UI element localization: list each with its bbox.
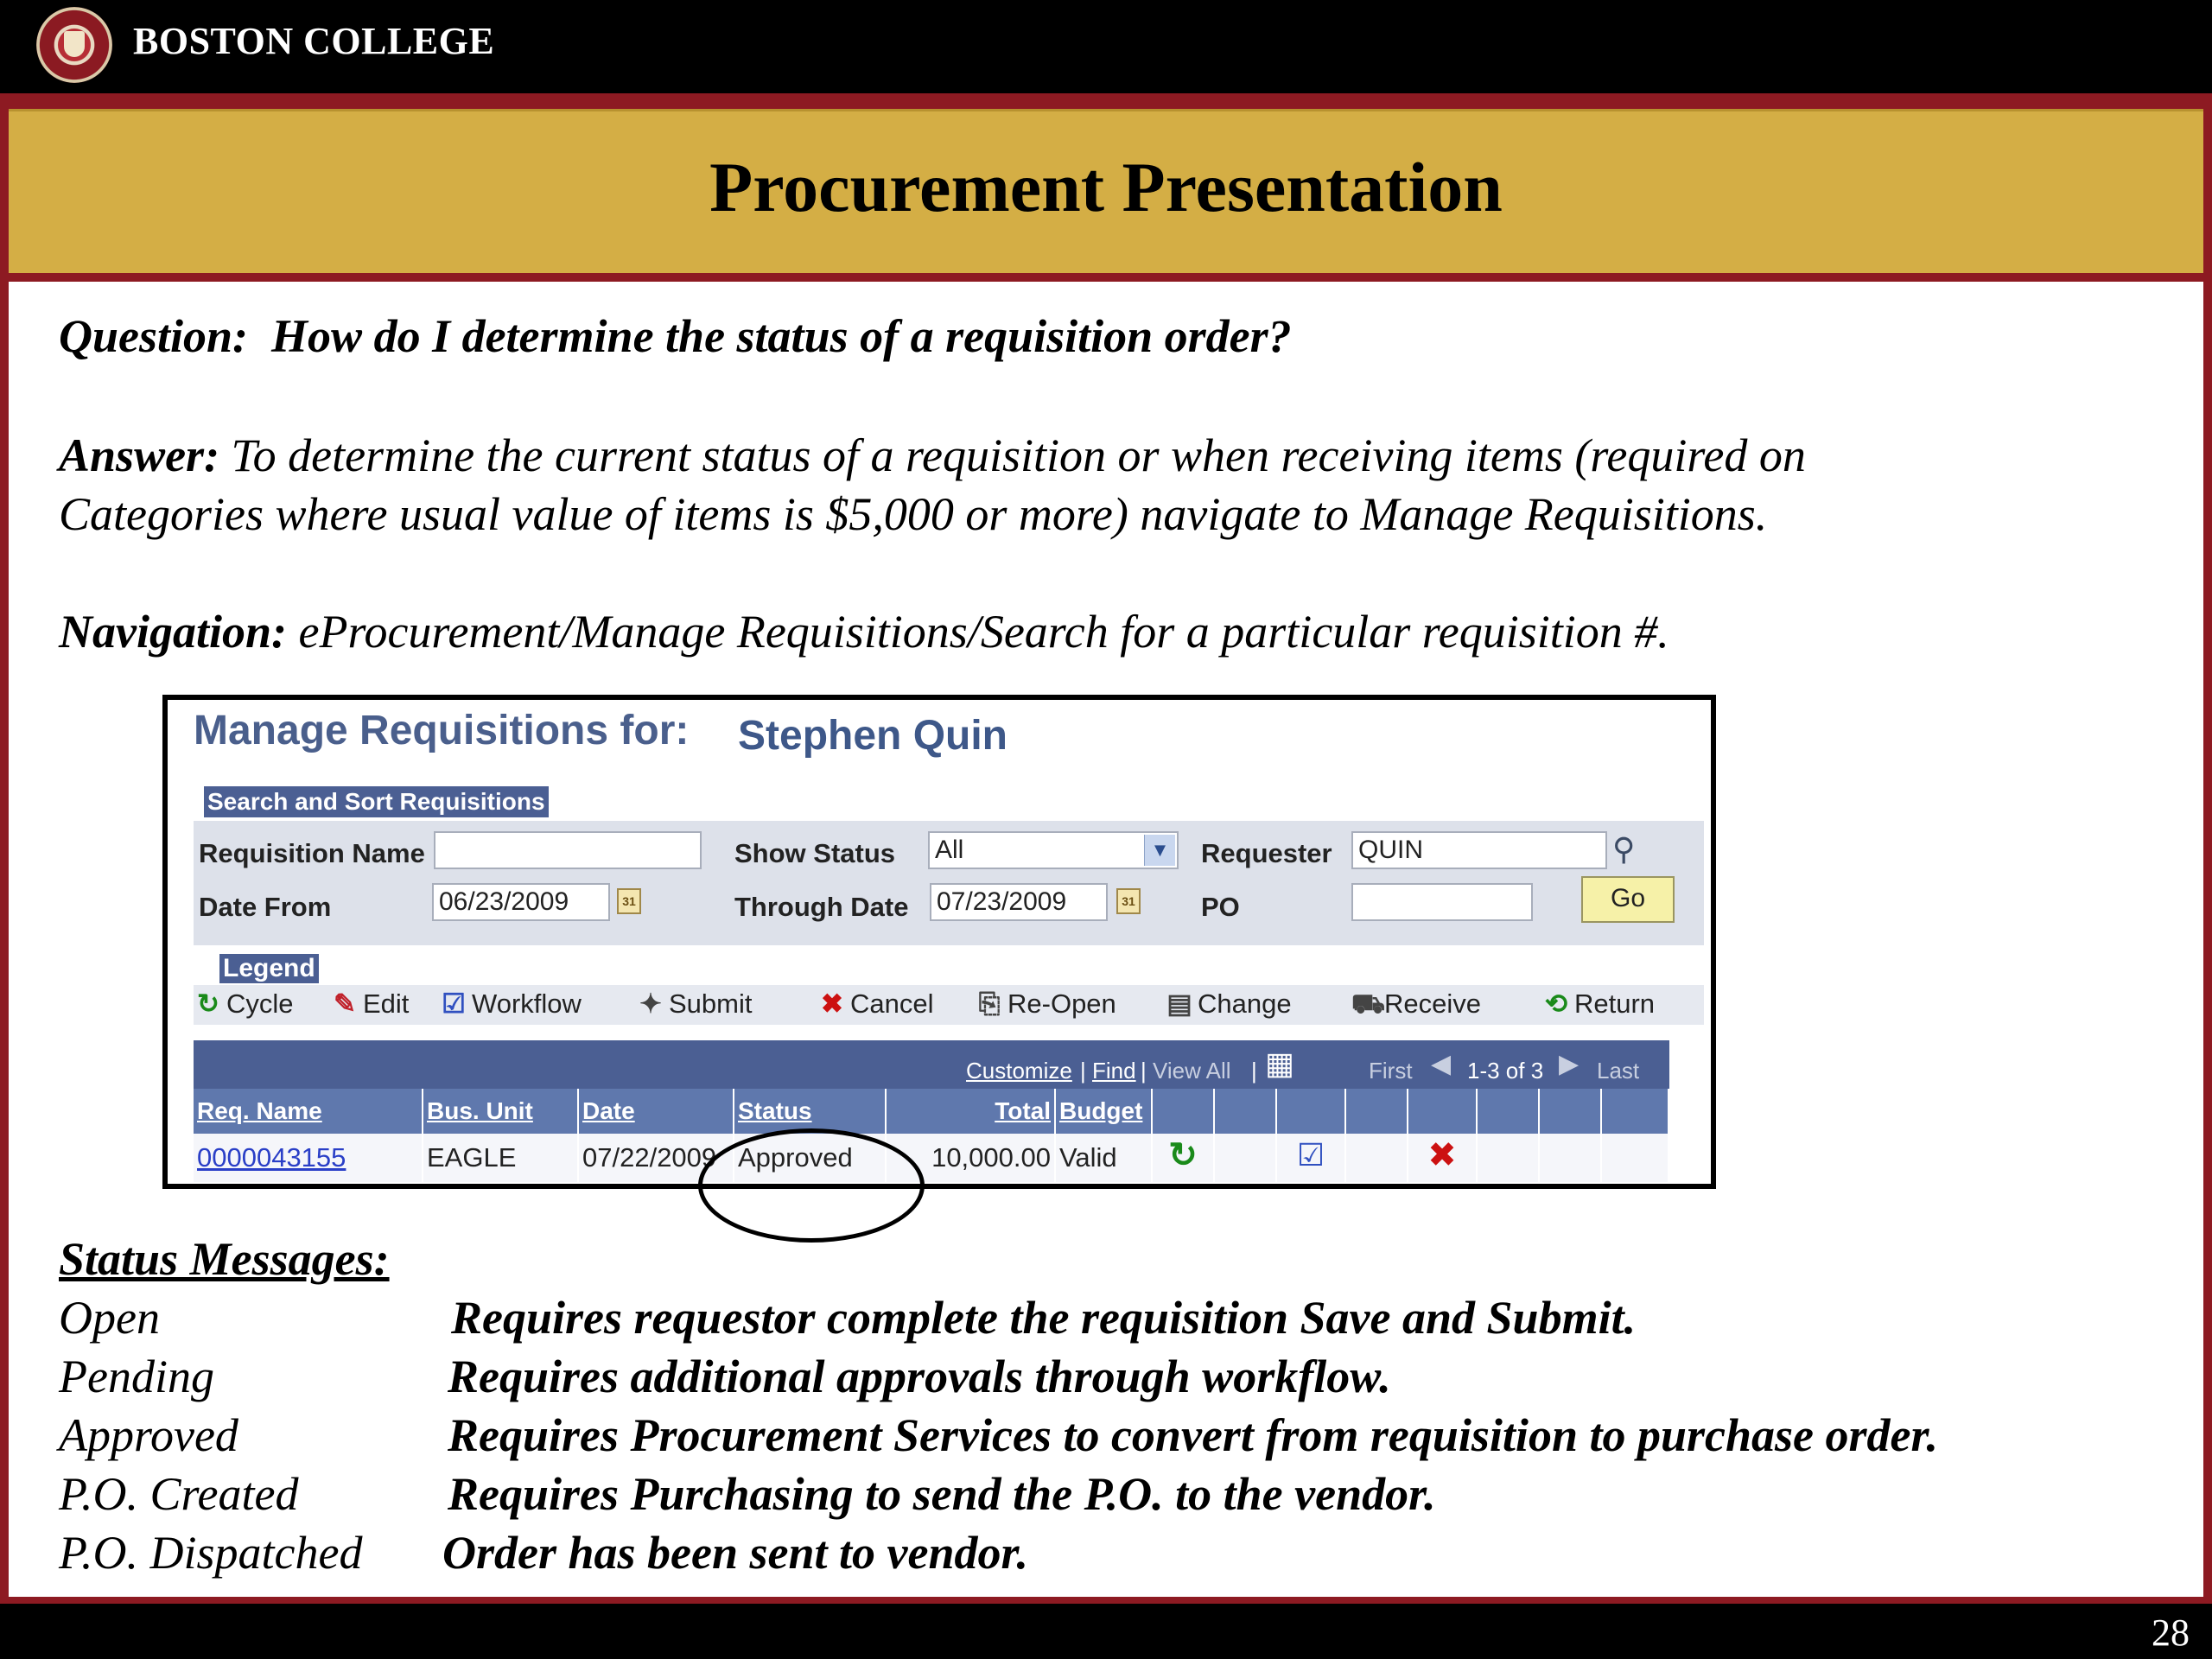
legend-cancel xyxy=(817,988,934,1020)
show-status-label: Show Status xyxy=(734,838,896,868)
submit-icon: ✦ xyxy=(639,988,662,1019)
cycle-icon[interactable]: ↻ xyxy=(1153,1134,1215,1182)
legend-cycle xyxy=(194,988,294,1020)
status-name-approved: Approved xyxy=(59,1409,238,1461)
next-page-icon[interactable]: ▶ xyxy=(1559,1050,1580,1078)
requester-label: Requester xyxy=(1201,838,1332,868)
grid-toolbar xyxy=(194,1040,1669,1089)
legend-workflow xyxy=(439,988,582,1020)
manage-requisitions-title: Manage Requisitions for: xyxy=(194,708,690,753)
status-cell: Approved xyxy=(734,1134,887,1182)
requisition-name-label: Requisition Name xyxy=(199,838,425,868)
col-workflow xyxy=(1277,1089,1346,1134)
date-cell: 07/22/2009 xyxy=(579,1134,734,1182)
legend-label: Re-Open xyxy=(1007,988,1116,1019)
through-date-label: Through Date xyxy=(734,892,909,922)
status-desc-open: Requires requestor complete the requisition Save and Submit. xyxy=(451,1292,1637,1344)
col-total[interactable]: Total xyxy=(887,1089,1056,1134)
legend-label: Receive xyxy=(1384,988,1481,1019)
status-name-po-dispatched: P.O. Dispatched xyxy=(59,1527,363,1579)
cycle-icon: ↻ xyxy=(197,988,219,1019)
change-icon: ▤ xyxy=(1166,988,1192,1019)
edit-cell xyxy=(1215,1134,1277,1182)
po-label: PO xyxy=(1201,892,1240,922)
receive-cell xyxy=(1602,1134,1669,1182)
institution-name: BOSTON COLLEGE xyxy=(133,20,495,62)
prev-page-icon[interactable]: ◀ xyxy=(1431,1050,1452,1078)
cancel-icon: ✖ xyxy=(821,988,843,1019)
calendar-icon[interactable]: 31 xyxy=(617,888,641,914)
return-icon: ⟲ xyxy=(1545,988,1567,1019)
answer-text-1: To determine the current status of a requisition or when receiving items (required on xyxy=(231,429,1806,481)
po-input[interactable] xyxy=(1351,883,1533,921)
col-receive xyxy=(1602,1089,1669,1134)
search-section-header: Search and Sort Requisitions xyxy=(204,786,549,817)
legend-label: Edit xyxy=(363,988,410,1019)
calendar-icon[interactable]: 31 xyxy=(1116,888,1141,914)
chevron-down-icon[interactable]: ▼ xyxy=(1144,835,1175,866)
col-budget[interactable]: Budget xyxy=(1056,1089,1153,1134)
legend-bar xyxy=(194,985,1704,1025)
status-desc-po-dispatched: Order has been sent to vendor. xyxy=(442,1527,1029,1579)
footer-bar xyxy=(0,1604,2212,1659)
legend-label: Cycle xyxy=(226,988,294,1019)
slide-title: Procurement Presentation xyxy=(709,148,1503,226)
question xyxy=(59,309,1292,363)
answer-label: Answer: xyxy=(59,429,220,481)
boston-college-seal-icon xyxy=(36,7,112,83)
go-button[interactable]: Go xyxy=(1581,876,1675,923)
toolbar-separator: | xyxy=(1251,1058,1257,1084)
col-submit xyxy=(1346,1089,1408,1134)
download-grid-icon[interactable]: ▦ xyxy=(1265,1046,1295,1081)
status-name-pending: Pending xyxy=(59,1351,214,1402)
status-desc-approved: Requires Procurement Services to convert from requisition to purchase order. xyxy=(448,1409,1939,1461)
show-status-select[interactable] xyxy=(928,831,1179,869)
col-edit xyxy=(1215,1089,1277,1134)
answer-text-2: Categories where usual value of items is $5,000 or more) navigate to Manage Requisitions. xyxy=(59,488,1768,540)
page-number: 28 xyxy=(2152,1611,2190,1654)
answer-line-1 xyxy=(59,429,1806,482)
legend-reopen xyxy=(975,988,1116,1020)
col-reopen xyxy=(1478,1089,1540,1134)
requisition-name-input[interactable] xyxy=(434,831,702,869)
last-link[interactable]: Last xyxy=(1597,1058,1640,1084)
cancel-icon[interactable]: ✖ xyxy=(1408,1134,1478,1182)
requester-input[interactable]: QUIN xyxy=(1351,831,1607,869)
page-range: 1-3 of 3 xyxy=(1467,1058,1544,1084)
col-change xyxy=(1540,1089,1602,1134)
navigation-label: Navigation: xyxy=(59,606,287,658)
legend-label: Change xyxy=(1198,988,1292,1019)
requester-full-name: Stephen Quin xyxy=(738,713,1007,759)
reopen-icon: ⎘ xyxy=(978,988,1001,1019)
navigation xyxy=(59,605,1669,658)
legend-change xyxy=(1165,988,1292,1020)
search-icon[interactable]: ⚲ xyxy=(1612,831,1636,867)
toolbar-separator: | xyxy=(1141,1058,1147,1084)
reopen-cell xyxy=(1478,1134,1540,1182)
legend-edit xyxy=(330,988,409,1020)
edit-icon: ✎ xyxy=(334,988,356,1019)
status-desc-po-created: Requires Purchasing to send the P.O. to the vendor. xyxy=(448,1468,1436,1520)
col-date[interactable]: Date xyxy=(579,1089,734,1134)
legend-label: Return xyxy=(1574,988,1656,1019)
total-cell: 10,000.00 xyxy=(887,1134,1056,1182)
navigation-text: eProcurement/Manage Requisitions/Search for a particular requisition #. xyxy=(298,606,1669,658)
table-row xyxy=(194,1134,1669,1182)
show-status-value: All xyxy=(935,836,964,864)
col-cancel xyxy=(1408,1089,1478,1134)
view-all-link[interactable]: View All xyxy=(1153,1058,1231,1084)
workflow-icon[interactable]: ☑ xyxy=(1277,1134,1346,1182)
status-messages-heading: Status Messages: xyxy=(59,1233,390,1285)
receive-icon: ⛟ xyxy=(1351,988,1385,1019)
change-cell xyxy=(1540,1134,1602,1182)
submit-cell xyxy=(1346,1134,1408,1182)
bus-unit-cell: EAGLE xyxy=(423,1134,579,1182)
col-bus-unit[interactable]: Bus. Unit xyxy=(423,1089,579,1134)
workflow-icon: ☑ xyxy=(442,988,466,1019)
customize-link[interactable]: Customize xyxy=(966,1058,1072,1084)
legend-header: Legend xyxy=(219,954,319,983)
legend-return xyxy=(1541,988,1655,1020)
legend-label: Workflow xyxy=(472,988,582,1019)
first-link[interactable]: First xyxy=(1369,1058,1413,1084)
status-name-open: Open xyxy=(59,1292,160,1344)
question-text: How do I determine the status of a requisition order? xyxy=(271,310,1292,362)
legend-receive xyxy=(1351,988,1481,1023)
req-name-link[interactable]: 0000043155 xyxy=(197,1142,346,1173)
legend-label: Cancel xyxy=(850,988,934,1019)
col-cycle xyxy=(1153,1089,1215,1134)
legend-submit xyxy=(636,988,752,1020)
find-link[interactable]: Find xyxy=(1092,1058,1136,1084)
legend-label: Submit xyxy=(669,988,753,1019)
through-date-input[interactable]: 07/23/2009 xyxy=(930,883,1108,921)
col-req-name[interactable]: Req. Name xyxy=(194,1089,423,1134)
toolbar-separator: | xyxy=(1080,1058,1086,1084)
question-label: Question: xyxy=(59,310,249,362)
manage-requisitions-screenshot xyxy=(162,695,1716,1189)
date-from-label: Date From xyxy=(199,892,332,922)
budget-cell: Valid xyxy=(1056,1134,1153,1182)
status-desc-pending: Requires additional approvals through workflow. xyxy=(448,1351,1391,1402)
col-status[interactable]: Status xyxy=(734,1089,887,1134)
date-from-input[interactable]: 06/23/2009 xyxy=(432,883,610,921)
status-highlight-ellipse xyxy=(698,1128,925,1243)
status-name-po-created: P.O. Created xyxy=(59,1468,299,1520)
